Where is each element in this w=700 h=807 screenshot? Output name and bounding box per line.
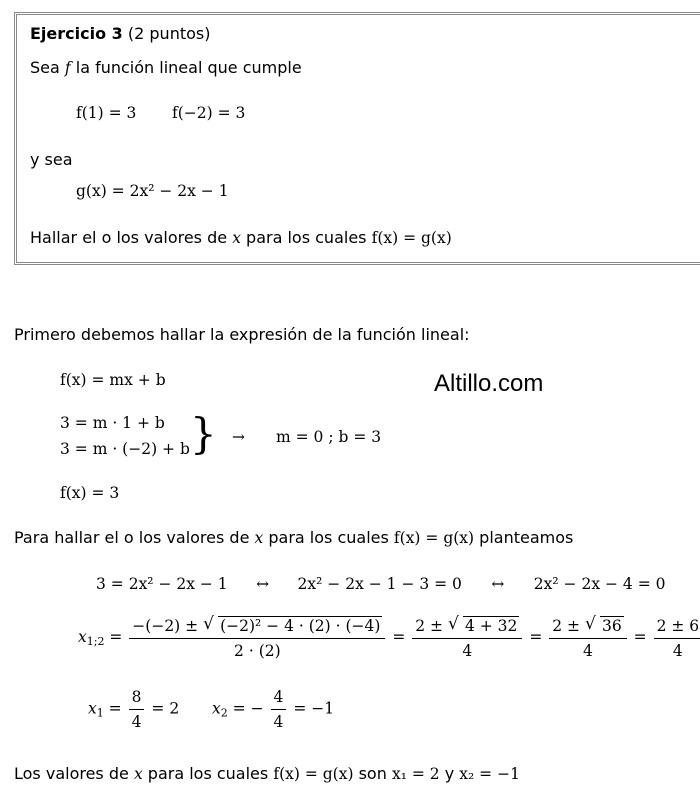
- step2-text-c: planteamos: [479, 528, 574, 547]
- fraction-2-num: 2 ±: [415, 617, 444, 635]
- final-text-b: para los cuales: [147, 764, 269, 783]
- sqrt-2-radicand: 4 + 32: [464, 617, 518, 635]
- fraction-3-den: 4: [583, 642, 593, 660]
- x2-subscript: 2: [220, 706, 228, 720]
- fraction-4-num: 2 ± 6: [654, 617, 700, 639]
- x2-fraction: [271, 688, 287, 731]
- f-result: f(x) = 3: [60, 484, 120, 502]
- step2-text-a: Para hallar el o los valores de: [14, 528, 250, 547]
- task-equation: f(x) = g(x): [371, 229, 452, 247]
- exercise-intro: [30, 58, 302, 77]
- equation-chain: [96, 575, 665, 593]
- x1-subscript: 1: [96, 706, 104, 720]
- final-text-y: y: [444, 764, 455, 783]
- watermark: Altillo.com: [434, 370, 544, 397]
- quadratic-formula: $x_{1;2}$ = −(−2) ± √ (−2)² − 4 · (2) · (−4) 2 · (2) = 2 ± √ 4 + 32 4 = 2 ± √ 36 4 = $\frac{2 \pm 6}{4}$: [78, 616, 700, 660]
- iff-arrow-1: ↔: [256, 575, 270, 593]
- x2-value: = −1: [293, 699, 335, 718]
- intro-text-b: la función lineal que cumple: [75, 58, 302, 77]
- final-x1: x₁ = 2: [391, 765, 440, 783]
- fraction-4: [654, 617, 700, 660]
- x1-value: = 2: [151, 699, 180, 718]
- equation-c: 2x² − 2x − 4 = 0: [533, 575, 666, 593]
- x1-fraction: [129, 688, 145, 731]
- sqrt-1-radicand: (−2)² − 4 · (2) · (−4): [220, 617, 381, 635]
- equation-a: 3 = 2x² − 2x − 1: [96, 575, 228, 593]
- y-sea-text: y sea: [30, 150, 73, 169]
- equation-b: 2x² − 2x − 1 − 3 = 0: [297, 575, 462, 593]
- task-x: x: [232, 229, 241, 247]
- right-brace: }: [190, 409, 217, 458]
- system-eq-2: 3 = m · (−2) + b: [60, 440, 190, 458]
- fraction-2: [412, 616, 522, 660]
- final-text-c: son: [358, 764, 387, 783]
- intro-f: f: [64, 59, 71, 77]
- root-x2: $x_2$ = − $\frac{4}{4}$ = −1: [212, 688, 335, 731]
- linear-form: f(x) = mx + b: [60, 371, 166, 389]
- final-text-a: Los valores de: [14, 764, 129, 783]
- g-definition: g(x) = 2x² − 2x − 1: [76, 182, 229, 200]
- x2-fraction-num: 4: [271, 688, 287, 710]
- step1-text: Primero debemos hallar la expresión de la función lineal:: [14, 325, 470, 344]
- final-equation: f(x) = g(x): [273, 765, 354, 783]
- intro-text-a: Sea: [30, 58, 60, 77]
- iff-arrow-2: ↔: [491, 575, 505, 593]
- fraction-1: [129, 616, 385, 660]
- system-result: m = 0 ; b = 3: [276, 428, 382, 446]
- exercise-heading: [30, 24, 210, 43]
- condition-1: f(1) = 3: [76, 104, 137, 122]
- condition-2: f(−2) = 3: [172, 104, 246, 122]
- implies-arrow: →: [232, 428, 245, 446]
- sqrt-1: √ (−2)² − 4 · (2) · (−4): [203, 614, 381, 635]
- root-x1: $x_1$ = $\frac{8}{4}$ = 2: [88, 688, 180, 731]
- fraction-1-num: −(−2) ±: [132, 617, 199, 635]
- fraction-3-num: 2 ±: [552, 617, 581, 635]
- x2-fraction-den: 4: [273, 713, 284, 731]
- task-text-b: para los cuales: [246, 228, 367, 247]
- fraction-2-den: 4: [462, 642, 473, 660]
- sqrt-3: √ 36: [584, 614, 622, 635]
- step2-x: x: [254, 529, 264, 547]
- step2-equation: f(x) = g(x): [393, 529, 475, 547]
- final-x: x: [133, 765, 143, 783]
- exercise-points: (2 puntos): [127, 24, 211, 43]
- exercise-title: Ejercicio 3: [30, 24, 123, 43]
- x1-label: x: [88, 699, 97, 718]
- system-eq-1: 3 = m · 1 + b: [60, 414, 165, 432]
- x12-subscript: 1;2: [86, 635, 105, 648]
- x12-label: x: [78, 628, 87, 646]
- sqrt-2: √ 4 + 32: [447, 614, 518, 635]
- step2-text: [14, 528, 573, 547]
- final-conclusion: [14, 764, 520, 783]
- fraction-4-den: 4: [672, 641, 683, 660]
- exercise-task: [30, 228, 452, 247]
- x1-fraction-num: 8: [129, 688, 145, 710]
- sqrt-3-radicand: 36: [601, 617, 622, 635]
- step2-text-b: para los cuales: [268, 528, 389, 547]
- fraction-1-den: 2 · (2): [234, 642, 281, 660]
- fraction-3: [549, 616, 626, 660]
- final-x2: x₂ = −1: [459, 765, 520, 783]
- x2-label: x: [212, 699, 221, 718]
- x1-fraction-den: 4: [131, 713, 142, 731]
- task-text-a: Hallar el o los valores de: [30, 228, 228, 247]
